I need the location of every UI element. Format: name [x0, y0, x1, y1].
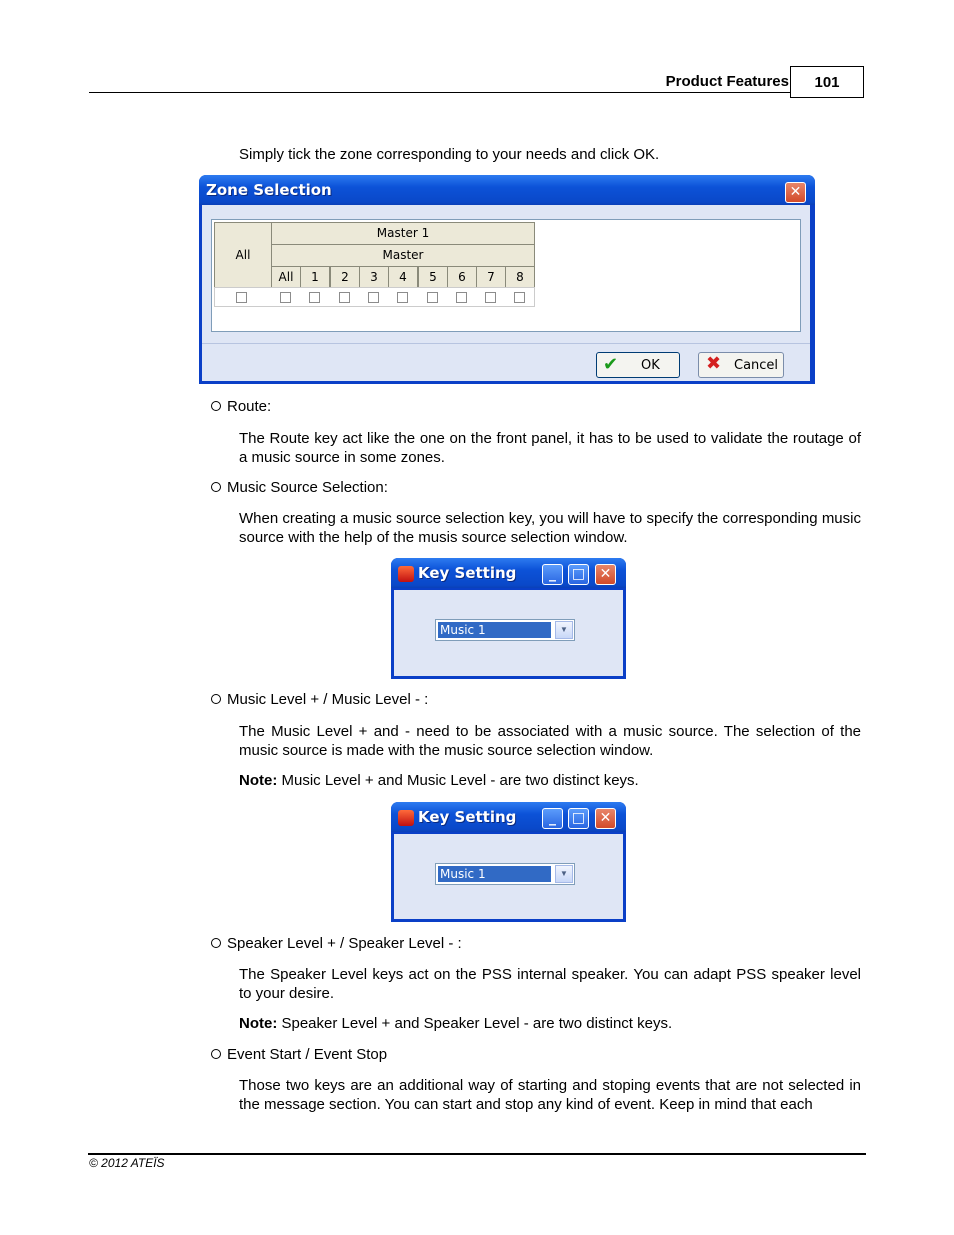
- zone-column-header: 5: [418, 266, 448, 288]
- dialog-title: Key Setting: [418, 808, 517, 826]
- master-header: Master: [271, 244, 535, 267]
- selected-value: Music 1: [438, 866, 551, 882]
- dialog-client: [394, 590, 623, 676]
- ok-button[interactable]: [596, 352, 680, 378]
- bullet-icon: [211, 1049, 221, 1059]
- header-section-title: Product Features: [665, 73, 789, 90]
- zone-selection-dialog: [199, 175, 815, 384]
- music-source-select[interactable]: [435, 863, 575, 885]
- cancel-label: Cancel: [734, 358, 779, 373]
- dialog-client: [202, 205, 810, 381]
- bullet-icon: [211, 938, 221, 948]
- dialog-title: Key Setting: [418, 564, 517, 582]
- app-icon: [398, 810, 414, 826]
- zone-grid: [211, 219, 801, 332]
- key-setting-dialog-2: [391, 802, 626, 922]
- minimize-icon[interactable]: _: [542, 808, 563, 829]
- bullet-music-source: Music Source Selection:: [211, 478, 388, 497]
- app-icon: [398, 566, 414, 582]
- close-icon[interactable]: ✕: [785, 182, 806, 203]
- zone-checkbox[interactable]: [427, 292, 438, 303]
- zone-column-header: 3: [359, 266, 389, 288]
- route-text: The Route key act like the one on the front panel, it has to be used to validate the routage of a music source in some zones.: [239, 430, 861, 466]
- zone-column-header: 1: [300, 266, 330, 288]
- header-rule: [89, 92, 790, 93]
- dialog-title: Zone Selection: [206, 181, 332, 199]
- divider: [202, 343, 810, 344]
- zone-checkbox[interactable]: [485, 292, 496, 303]
- music-level-text: The Music Level + and - need to be associated with a music source. The selection of the music source is made with the music source selection window.: [239, 723, 861, 759]
- intro-text: Simply tick the zone corresponding to your needs and click OK.: [239, 146, 660, 163]
- chevron-down-icon[interactable]: ▼: [555, 621, 573, 639]
- zone-column-header: All: [271, 266, 301, 288]
- checkbox-all[interactable]: [236, 292, 247, 303]
- key-setting-dialog: [391, 558, 626, 679]
- close-icon[interactable]: ✕: [595, 808, 616, 829]
- ok-label: OK: [641, 358, 660, 373]
- zone-column-header: 2: [330, 266, 360, 288]
- checkmark-icon: ✔: [603, 354, 619, 375]
- footer-rule: [88, 1153, 866, 1155]
- zone-column-header: 4: [388, 266, 418, 288]
- bullet-route: Route:: [211, 397, 271, 416]
- zone-column-header: 8: [505, 266, 535, 288]
- bullet-event: Event Start / Event Stop: [211, 1045, 387, 1064]
- cross-icon: ✖: [706, 353, 722, 374]
- music-source-select[interactable]: [435, 619, 575, 641]
- maximize-icon[interactable]: □: [568, 808, 589, 829]
- master1-header: Master 1: [271, 222, 535, 245]
- zone-checkbox[interactable]: [368, 292, 379, 303]
- close-icon[interactable]: ✕: [595, 564, 616, 585]
- cancel-button[interactable]: [698, 352, 784, 378]
- bullet-music-level: Music Level + / Music Level - :: [211, 690, 428, 709]
- music-source-text: When creating a music source selection key, you will have to specify the corresponding music source with the help of the musis source selection window.: [239, 510, 861, 546]
- bullet-icon: [211, 482, 221, 492]
- page-number: 101: [790, 66, 864, 98]
- zone-checkbox[interactable]: [397, 292, 408, 303]
- dialog-client: [394, 834, 623, 919]
- speaker-level-text: The Speaker Level keys act on the PSS internal speaker. You can adapt PSS speaker level to your desire.: [239, 966, 861, 1002]
- speaker-level-note: Note: Speaker Level + and Speaker Level - are two distinct keys.: [239, 1015, 673, 1032]
- bullet-icon: [211, 694, 221, 704]
- zone-checkbox[interactable]: [456, 292, 467, 303]
- footer-copyright: © 2012 ATEÏS: [89, 1156, 165, 1170]
- zone-checkbox[interactable]: [309, 292, 320, 303]
- bullet-speaker-level: Speaker Level + / Speaker Level - :: [211, 934, 462, 953]
- zone-checkbox[interactable]: [339, 292, 350, 303]
- chevron-down-icon[interactable]: ▼: [555, 865, 573, 883]
- zone-checkbox[interactable]: [514, 292, 525, 303]
- selected-value: Music 1: [438, 622, 551, 638]
- music-level-note: Note: Music Level + and Music Level - are two distinct keys.: [239, 772, 639, 789]
- zone-column-header: 7: [476, 266, 506, 288]
- zone-checkbox[interactable]: [280, 292, 291, 303]
- maximize-icon[interactable]: □: [568, 564, 589, 585]
- bullet-icon: [211, 401, 221, 411]
- all-header: All: [214, 222, 272, 288]
- zone-column-header: 6: [447, 266, 477, 288]
- event-text: Those two keys are an additional way of starting and stoping events that are not selected in the message section. You can start and stop any kind of event. Keep in mind that each: [239, 1077, 861, 1113]
- minimize-icon[interactable]: _: [542, 564, 563, 585]
